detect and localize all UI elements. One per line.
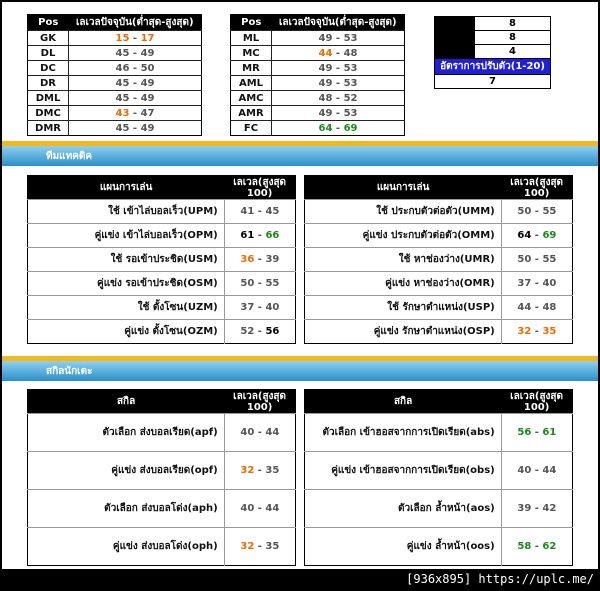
level-cell xyxy=(69,76,202,91)
position-row xyxy=(231,31,405,46)
skill-name: ใช้ เข้าไล่บอลเร็ว(UPM) xyxy=(28,200,225,224)
level-dash: - xyxy=(129,107,141,119)
level-max: 48 xyxy=(343,47,358,59)
level-max: 53 xyxy=(343,77,358,89)
skill-row xyxy=(305,272,573,296)
level-max: 49 xyxy=(140,122,155,134)
skill-row xyxy=(305,452,573,490)
col-level: เลเวล(สูงสุด 100) xyxy=(501,176,572,200)
position-code: DR xyxy=(28,76,69,91)
level-cell xyxy=(272,61,405,76)
level-min: 45 xyxy=(115,92,130,104)
level-max: 49 xyxy=(140,92,155,104)
level-min: 48 xyxy=(318,92,333,104)
col-plan: แผนการเล่น xyxy=(305,176,502,200)
level-cell xyxy=(224,248,295,272)
col-level: เลเวลปัจจุบัน(ต่ำสุด-สูงสุด) xyxy=(272,15,405,31)
skill-name: ใช้ รอเข้าประชิด(USM) xyxy=(28,248,225,272)
skill-row xyxy=(305,224,573,248)
level-cell xyxy=(501,224,572,248)
level-dash: - xyxy=(531,465,543,476)
level-cell xyxy=(224,272,295,296)
skill-row xyxy=(305,248,573,272)
level-min: 50 xyxy=(240,278,255,289)
skill-row xyxy=(28,414,296,452)
level-dash: - xyxy=(129,122,141,134)
level-min: 49 xyxy=(318,77,333,89)
level-max: 55 xyxy=(265,278,280,289)
skill-name: ใช้ ประกบตัวต่อตัว(UMM) xyxy=(305,200,502,224)
skill-name: คู่แข่ง ล้ำหน้า(oos) xyxy=(305,528,502,566)
attr-value: 8 xyxy=(475,31,551,45)
position-row xyxy=(28,31,202,46)
level-cell xyxy=(224,200,295,224)
level-dash: - xyxy=(332,32,344,44)
level-max: 53 xyxy=(343,107,358,119)
attr-row xyxy=(435,45,551,59)
level-min: 49 xyxy=(318,32,333,44)
level-dash: - xyxy=(332,47,344,59)
position-code: AMR xyxy=(231,106,272,121)
level-max: 53 xyxy=(343,32,358,44)
level-max: 48 xyxy=(542,302,557,313)
skill-row xyxy=(28,490,296,528)
level-max: 17 xyxy=(140,32,155,44)
skill-row xyxy=(305,320,573,344)
position-row xyxy=(28,106,202,121)
level-min: 44 xyxy=(318,47,333,59)
level-dash: - xyxy=(332,77,344,89)
level-max: 55 xyxy=(542,254,557,265)
position-code: DMC xyxy=(28,106,69,121)
level-max: 50 xyxy=(140,62,155,74)
level-cell xyxy=(224,490,295,528)
attr-adjust-value-row xyxy=(435,75,551,89)
level-cell xyxy=(501,320,572,344)
level-max: 44 xyxy=(265,503,280,514)
skill-name: คู่แข่ง รักษาตำแหน่ง(OSP) xyxy=(305,320,502,344)
level-max: 56 xyxy=(265,326,280,337)
adjust-value: 7 xyxy=(435,75,551,89)
level-dash: - xyxy=(129,77,141,89)
level-min: 32 xyxy=(240,465,255,476)
level-min: 52 xyxy=(240,326,255,337)
level-min: 41 xyxy=(240,206,255,217)
level-dash: - xyxy=(531,503,543,514)
level-max: 39 xyxy=(265,254,280,265)
level-cell xyxy=(69,106,202,121)
level-dash: - xyxy=(332,107,344,119)
level-max: 42 xyxy=(542,503,557,514)
col-level: เลเวล(สูงสุด 100) xyxy=(224,390,295,414)
level-min: 46 xyxy=(115,62,130,74)
level-max: 47 xyxy=(140,107,155,119)
level-min: 39 xyxy=(517,503,532,514)
level-dash: - xyxy=(254,427,266,438)
level-cell xyxy=(272,31,405,46)
level-dash: - xyxy=(254,206,266,217)
skill-row xyxy=(28,320,296,344)
attr-adjust-row xyxy=(435,59,551,75)
level-dash: - xyxy=(332,92,344,104)
skill-name: คู่แข่ง เข้าไล่บอลเร็ว(OPM) xyxy=(28,224,225,248)
attr-row xyxy=(435,31,551,45)
tactics-table-left xyxy=(27,175,296,344)
level-dash: - xyxy=(531,427,543,438)
col-pos: Pos xyxy=(28,15,69,31)
level-cell xyxy=(69,121,202,136)
level-cell xyxy=(69,61,202,76)
level-min: 50 xyxy=(517,254,532,265)
level-cell xyxy=(501,490,572,528)
skill-row xyxy=(28,224,296,248)
level-max: 44 xyxy=(265,427,280,438)
skill-name: ตัวเลือก ล้ำหน้า(aos) xyxy=(305,490,502,528)
position-table-left xyxy=(27,14,202,136)
level-cell xyxy=(69,46,202,61)
position-table-right xyxy=(230,14,405,136)
level-min: 15 xyxy=(115,32,130,44)
skill-name: คู่แข่ง หาช่องว่าง(OMR) xyxy=(305,272,502,296)
col-level: เลเวล(สูงสุด 100) xyxy=(224,176,295,200)
position-code: FC xyxy=(231,121,272,136)
position-code: AML xyxy=(231,76,272,91)
level-max: 40 xyxy=(265,302,280,313)
credit-text: [936x895] https://uplc.me/ xyxy=(406,572,594,586)
level-dash: - xyxy=(254,326,266,337)
adjust-label: อัตราการปรับตัว(1-20) xyxy=(435,59,551,75)
position-row xyxy=(231,106,405,121)
level-dash: - xyxy=(332,62,344,74)
level-dash: - xyxy=(254,541,266,552)
level-min: 50 xyxy=(517,206,532,217)
level-min: 45 xyxy=(115,47,130,59)
skill-name: ใช้ ตั้งโซน(UZM) xyxy=(28,296,225,320)
attribute-table xyxy=(434,16,551,89)
level-cell xyxy=(272,121,405,136)
col-pos: Pos xyxy=(231,15,272,31)
attr-key: LA xyxy=(435,31,476,45)
level-min: 40 xyxy=(517,465,532,476)
level-dash: - xyxy=(129,47,141,59)
skill-row xyxy=(28,200,296,224)
skill-row xyxy=(28,296,296,320)
level-max: 40 xyxy=(542,278,557,289)
level-cell xyxy=(224,320,295,344)
position-row xyxy=(28,61,202,76)
tactics-table-right xyxy=(304,175,573,344)
level-cell xyxy=(272,46,405,61)
level-dash: - xyxy=(332,122,344,134)
col-skill: สกิล xyxy=(305,390,502,414)
attr-value: 4 xyxy=(475,45,551,59)
level-min: 36 xyxy=(240,254,255,265)
level-max: 35 xyxy=(542,326,557,337)
level-dash: - xyxy=(129,32,141,44)
level-max: 52 xyxy=(343,92,358,104)
level-dash: - xyxy=(254,465,266,476)
level-cell xyxy=(501,414,572,452)
level-max: 49 xyxy=(140,77,155,89)
level-max: 62 xyxy=(542,541,557,552)
level-cell xyxy=(272,106,405,121)
position-row xyxy=(28,46,202,61)
skill-name: คู่แข่ง ตั้งโซน(OZM) xyxy=(28,320,225,344)
skill-row xyxy=(305,528,573,566)
section-header-skills xyxy=(2,356,598,381)
col-skill: สกิล xyxy=(28,390,225,414)
level-min: 37 xyxy=(517,278,532,289)
position-row xyxy=(231,61,405,76)
level-dash: - xyxy=(254,254,266,265)
level-min: 49 xyxy=(318,107,333,119)
level-cell xyxy=(224,414,295,452)
skill-name: คู่แข่ง ประกบตัวต่อตัว(OMM) xyxy=(305,224,502,248)
skill-name: คู่แข่ง ส่งบอลโด่ง(oph) xyxy=(28,528,225,566)
attr-key: CA xyxy=(435,17,476,31)
level-dash: - xyxy=(254,302,266,313)
level-min: 32 xyxy=(517,326,532,337)
level-dash: - xyxy=(531,278,543,289)
level-dash: - xyxy=(531,326,543,337)
level-min: 49 xyxy=(318,62,333,74)
level-min: 40 xyxy=(240,427,255,438)
section-title: สกิลนักเตะ xyxy=(46,366,93,377)
level-min: 64 xyxy=(517,230,532,241)
position-row xyxy=(231,76,405,91)
section-header-tactics xyxy=(2,141,598,166)
skill-name: คู่แข่ง เข้าฮอสจากการเปิดเรียด(obs) xyxy=(305,452,502,490)
level-min: 43 xyxy=(115,107,130,119)
skill-row xyxy=(305,414,573,452)
level-dash: - xyxy=(531,254,543,265)
level-max: 61 xyxy=(542,427,557,438)
skill-name: คู่แข่ง ส่งบอลเรียด(opf) xyxy=(28,452,225,490)
skill-name: ตัวเลือก ส่งบอลโด่ง(aph) xyxy=(28,490,225,528)
position-row xyxy=(28,91,202,106)
level-min: 44 xyxy=(517,302,532,313)
skills-table-left xyxy=(27,389,296,566)
level-dash: - xyxy=(531,541,543,552)
level-cell xyxy=(224,528,295,566)
level-cell xyxy=(501,296,572,320)
level-max: 69 xyxy=(343,122,358,134)
position-code: DMR xyxy=(28,121,69,136)
skill-name: ตัวเลือก ส่งบอลเรียด(apf) xyxy=(28,414,225,452)
level-min: 61 xyxy=(240,230,255,241)
level-cell xyxy=(501,452,572,490)
skill-name: คู่แข่ง รอเข้าประชิด(OSM) xyxy=(28,272,225,296)
level-min: 40 xyxy=(240,503,255,514)
level-dash: - xyxy=(129,92,141,104)
skill-row xyxy=(28,248,296,272)
attr-row xyxy=(435,17,551,31)
level-min: 37 xyxy=(240,302,255,313)
attr-key: PR xyxy=(435,45,476,59)
level-min: 45 xyxy=(115,122,130,134)
position-row xyxy=(231,46,405,61)
level-max: 69 xyxy=(542,230,557,241)
skills-table-right xyxy=(304,389,573,566)
position-row xyxy=(28,76,202,91)
level-dash: - xyxy=(531,230,543,241)
level-cell xyxy=(501,528,572,566)
level-dash: - xyxy=(254,230,266,241)
level-dash: - xyxy=(254,278,266,289)
skill-row xyxy=(28,272,296,296)
level-max: 49 xyxy=(140,47,155,59)
skill-row xyxy=(305,490,573,528)
position-code: AMC xyxy=(231,91,272,106)
position-code: MR xyxy=(231,61,272,76)
position-code: GK xyxy=(28,31,69,46)
attr-value: 8 xyxy=(475,17,551,31)
level-cell xyxy=(272,91,405,106)
level-max: 44 xyxy=(542,465,557,476)
skill-name: ตัวเลือก เข้าฮอสจากการเปิดเรียด(abs) xyxy=(305,414,502,452)
level-cell xyxy=(224,296,295,320)
position-code: DL xyxy=(28,46,69,61)
level-cell xyxy=(224,452,295,490)
level-max: 53 xyxy=(343,62,358,74)
level-dash: - xyxy=(531,206,543,217)
position-code: DC xyxy=(28,61,69,76)
position-row xyxy=(231,121,405,136)
level-min: 58 xyxy=(517,541,532,552)
position-code: DML xyxy=(28,91,69,106)
level-cell xyxy=(69,31,202,46)
position-code: ML xyxy=(231,31,272,46)
level-cell xyxy=(69,91,202,106)
level-dash: - xyxy=(254,503,266,514)
level-min: 64 xyxy=(318,122,333,134)
skill-name: ใช้ รักษาตำแหน่ง(USP) xyxy=(305,296,502,320)
skill-row xyxy=(28,452,296,490)
col-level: เลเวลปัจจุบัน(ต่ำสุด-สูงสุด) xyxy=(69,15,202,31)
level-cell xyxy=(224,224,295,248)
col-level: เลเวล(สูงสุด 100) xyxy=(501,390,572,414)
level-min: 32 xyxy=(240,541,255,552)
level-min: 56 xyxy=(517,427,532,438)
section-title: ทีมแทคติค xyxy=(46,151,93,162)
level-cell xyxy=(272,76,405,91)
level-cell xyxy=(501,200,572,224)
position-row xyxy=(231,91,405,106)
col-plan: แผนการเล่น xyxy=(28,176,225,200)
level-max: 45 xyxy=(265,206,280,217)
skill-row xyxy=(28,528,296,566)
level-min: 45 xyxy=(115,77,130,89)
level-dash: - xyxy=(531,302,543,313)
position-row xyxy=(28,121,202,136)
skill-row xyxy=(305,296,573,320)
level-max: 55 xyxy=(542,206,557,217)
skill-name: ใช้ หาช่องว่าง(UMR) xyxy=(305,248,502,272)
level-cell xyxy=(501,272,572,296)
level-max: 35 xyxy=(265,541,280,552)
level-cell xyxy=(501,248,572,272)
skill-row xyxy=(305,200,573,224)
level-max: 35 xyxy=(265,465,280,476)
position-code: MC xyxy=(231,46,272,61)
level-max: 66 xyxy=(265,230,280,241)
level-dash: - xyxy=(129,62,141,74)
